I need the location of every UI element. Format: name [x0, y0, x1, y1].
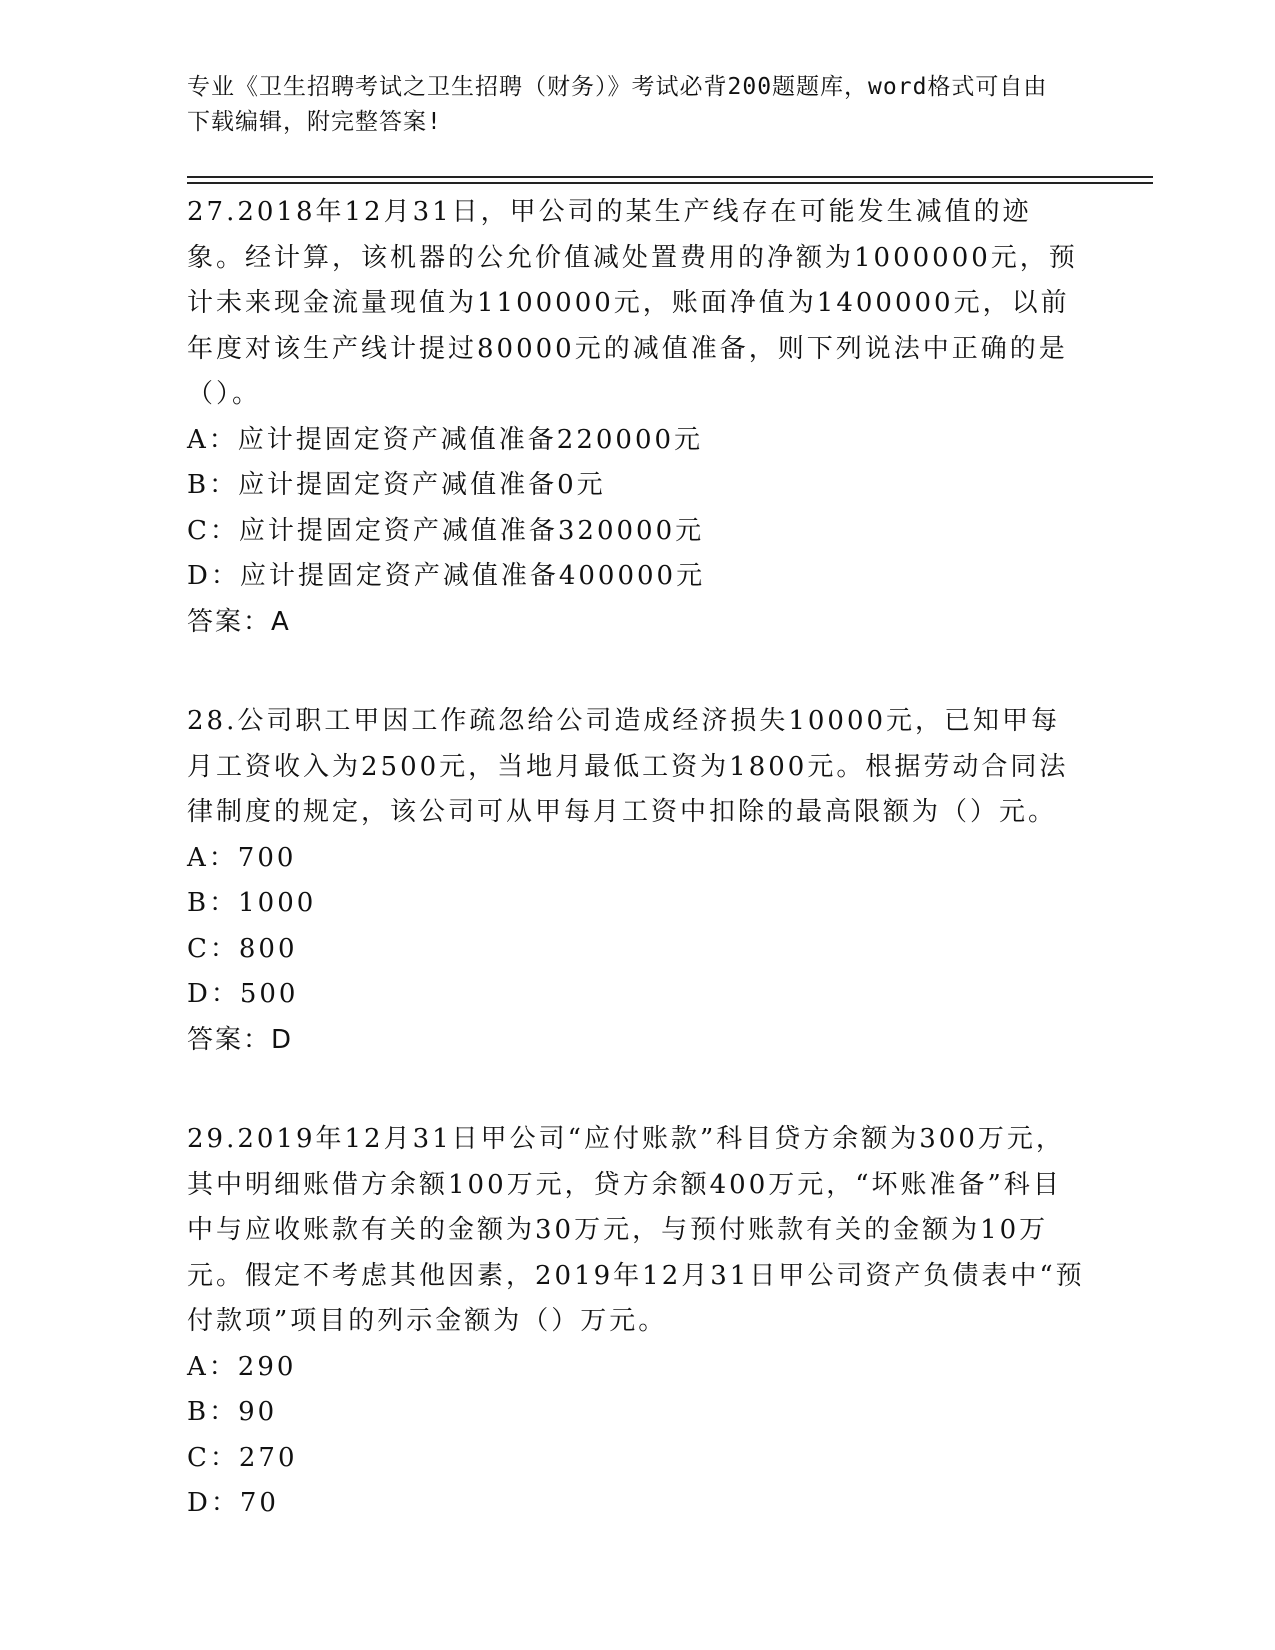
question-27 [187, 190, 1087, 645]
header-rule-top [187, 176, 1153, 178]
option-d: D：70 [187, 1488, 279, 1518]
question-list [187, 190, 1087, 1581]
option-b: B：1000 [187, 888, 317, 918]
answer: 答案：A [187, 606, 291, 637]
question-stem: 28.公司职工甲因工作疏忽给公司造成经济损失10000元，已知甲每月工资收入为2500元，当地月最低工资为1800元。根据劳动合同法律制度的规定，该公司可从甲每月工资中扣除的最高限额为（）元。 [187, 706, 1069, 827]
option-c: C：270 [187, 1442, 298, 1473]
question-28 [187, 699, 1087, 1063]
option-a: A：700 [187, 842, 297, 873]
question-stem: 29.2019年12月31日甲公司“应付账款”科目贷方余额为300万元，其中明细账借方余额100万元，贷方余额400万元，“坏账准备”科目中与应收账款有关的金额为30万元，与预付账款有关的金额为10万元。假定不考虑其他因素，2019年12月31日甲公司资产负债表中“预付款项”项目的列示金额为（）万元。 [187, 1124, 1085, 1336]
question-stem: 27.2018年12月31日，甲公司的某生产线存在可能发生减值的迹象。经计算，该机器的公允价值减处置费用的净额为1000000元，预计未来现金流量现值为1100000元，账面净值为1400000元，以前年度对该生产线计提过80000元的减值准备，则下列说法中正确的是（）。 [187, 197, 1078, 409]
option-b: B：应计提固定资产减值准备0元 [187, 470, 606, 500]
page-header: 专业《卫生招聘考试之卫生招聘（财务）》考试必背200题题库，word格式可自由下载编辑，附完整答案! [187, 74, 1048, 135]
option-d: D：500 [187, 979, 299, 1009]
header-rule-bottom [187, 182, 1153, 184]
option-a: A：290 [187, 1351, 297, 1382]
answer: 答案：D [187, 1024, 294, 1055]
option-b: B：90 [187, 1397, 278, 1427]
question-29 [187, 1117, 1087, 1527]
option-c: C：应计提固定资产减值准备320000元 [187, 515, 705, 546]
option-c: C：800 [187, 933, 298, 964]
option-a: A：应计提固定资产减值准备220000元 [187, 424, 704, 455]
option-d: D：应计提固定资产减值准备400000元 [187, 561, 706, 591]
